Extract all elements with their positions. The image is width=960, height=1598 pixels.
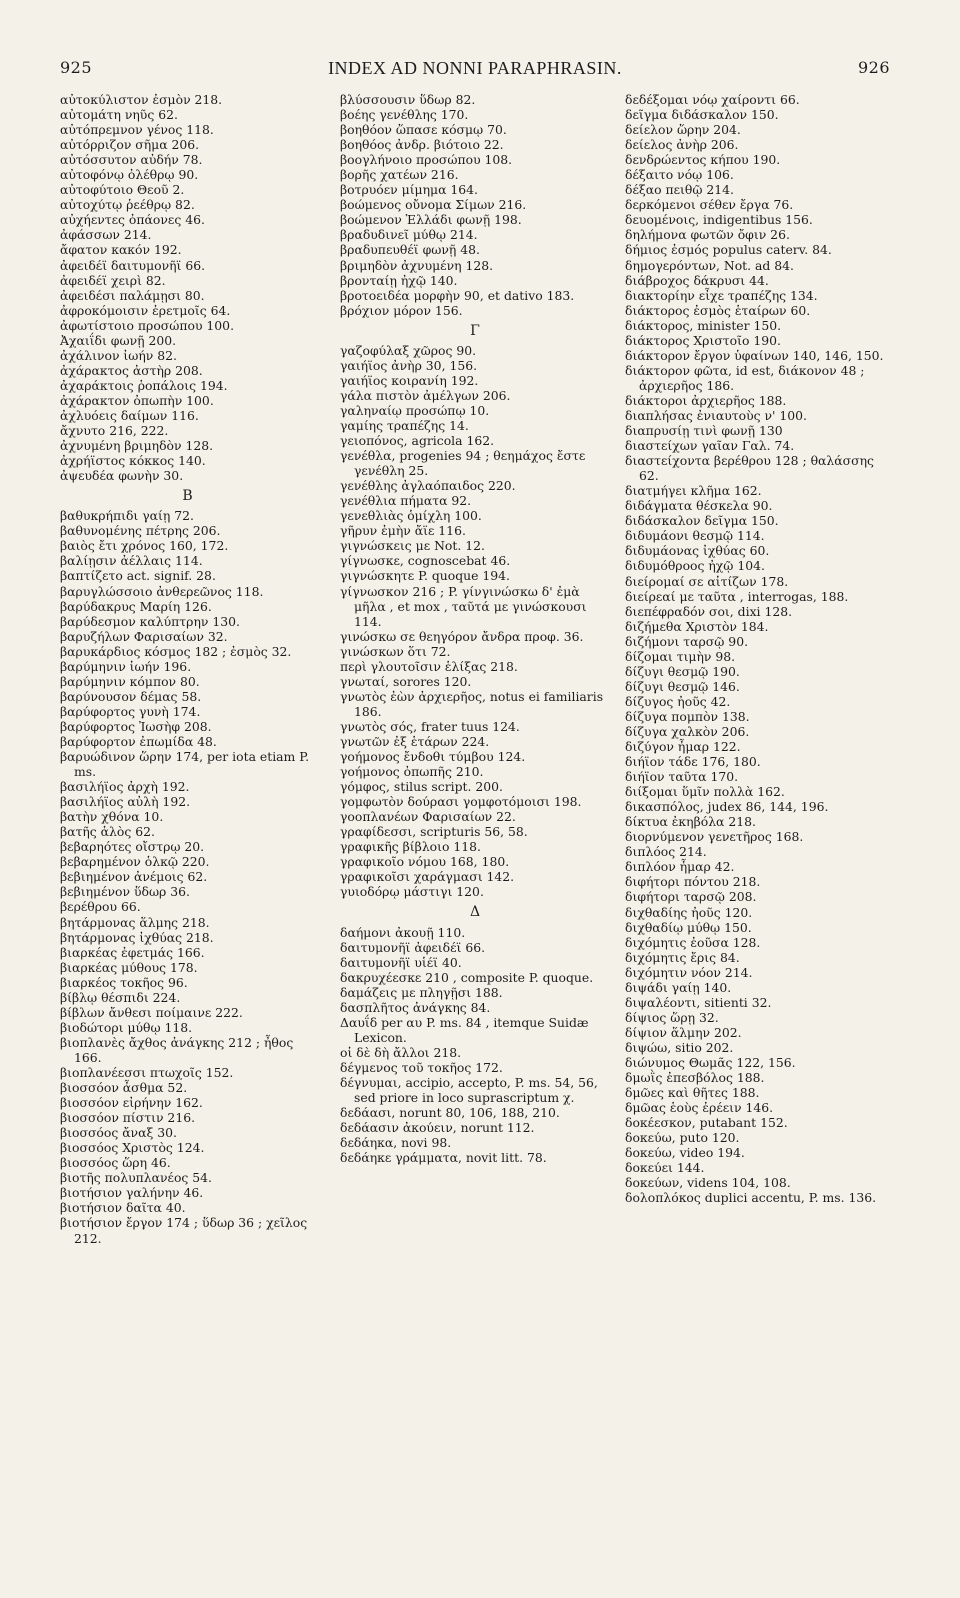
index-entry: βιοσσόος ὥρη 46.: [60, 1155, 171, 1171]
index-entry: βιοτήσιον γαλήνην 46.: [60, 1185, 204, 1201]
index-entry: βριμηδὸν ἀχνυμένη 128.: [340, 257, 494, 273]
index-entry: δμῶες καὶ θῆτες 188.: [625, 1085, 760, 1101]
index-entry: ἀφάσσων 214.: [60, 227, 152, 243]
index-entry: γνωτῶν ἐξ ἑτάρων 224.: [340, 733, 490, 749]
index-entry: βεβιημένον ὕδωρ 36.: [60, 884, 190, 900]
index-entry: δήμιος ἐσμός populus caterv. 84.: [625, 242, 832, 258]
index-entry: διείρομαί σε αἰτίζων 178.: [625, 573, 789, 589]
index-entry: διαστείχοντα βερέθρου 128 ; θαλάσσης 62.: [625, 453, 874, 484]
index-entry: γίγνωσκον 216 ; P. γίνγινώσκω δ' ἐμὰ μῆλα , et mox , ταῦτά με γινώσκουσι 114.: [340, 583, 587, 629]
index-entry: διαστείχων γαῖαν Γαλ. 74.: [625, 438, 795, 454]
index-entry: διδάσκαλον δεῖγμα 150.: [625, 513, 779, 529]
index-entry: διχόμητις ἔρις 84.: [625, 949, 740, 965]
index-entry: βραδυδινεῖ μύθῳ 214.: [340, 227, 478, 243]
index-entry: δεῖγμα διδάσκαλον 150.: [625, 107, 779, 123]
index-entry: βοώμενον Ἑλλάδι φωνῇ 198.: [340, 212, 522, 228]
index-entry: διδυμόθροος ἠχῷ 104.: [625, 558, 765, 574]
left-page-number: 925: [60, 58, 93, 77]
index-entry: γοήμονος ἔνδοθι τύμβου 124.: [340, 749, 526, 765]
index-entry: διχθαδίῳ μύθῳ 150.: [625, 919, 752, 935]
index-entry: δέγνυμαι, accipio, accepto, P. ms. 54, 56, sed priore in loco suprascriptum χ.: [340, 1075, 598, 1106]
index-entry: γάλα πιστὸν ἀμέλγων 206.: [340, 387, 511, 403]
index-entry: βαρυζήλων Φαρισαίων 32.: [60, 628, 228, 644]
index-entry: αὐτόσσυτον αὐδήν 78.: [60, 152, 203, 168]
index-entry: βιαρκέος τοκῆος 96.: [60, 974, 188, 990]
index-entry: βητάρμονας ἰχθύας 218.: [60, 929, 214, 945]
index-entry: δηλήμονα φωτῶν ὄφιν 26.: [625, 227, 790, 243]
index-entry: διάκτορον φῶτα, id est, διάκονον 48 ; ἀρχιερῆος 186.: [625, 362, 865, 393]
index-entry: βιοπλανέεσσι πτωχοῖς 152.: [60, 1065, 234, 1080]
right-page-number: 926: [857, 58, 890, 77]
index-entry: δίζυγα χαλκὸν 206.: [625, 723, 750, 739]
index-entry: δέξαιτο νόῳ 106.: [625, 167, 734, 183]
index-entry: αὐτομάτη νηῦς 62.: [60, 107, 178, 123]
index-entry: γνωτὸς ἐὼν ἀρχιερῆος, notus ei familiaris 186.: [340, 688, 604, 719]
index-entry: βατῆς ἁλὸς 62.: [60, 824, 155, 840]
index-entry: γαζοφύλαξ χῶρος 90.: [340, 342, 477, 358]
index-entry: γνωτὸς σός, frater tuus 124.: [340, 718, 520, 734]
index-entry: γινώσκω σε θεηγόρον ἄνδρα προφ. 36.: [340, 628, 584, 644]
index-entry: βιαρκέας ἐφετμάς 166.: [60, 944, 205, 960]
index-entry: βαλίῃσιν ἀέλλαις 114.: [60, 553, 203, 569]
index-entry: διατμήγει κλῆμα 162.: [625, 483, 762, 499]
index-entry: δασπλῆτος ἀνάγκης 84.: [340, 999, 491, 1015]
index-entry: δαμάζεις με πληγῇσι 188.: [340, 984, 503, 1000]
index-entry: βεβιημένον ἀνέμοις 62.: [60, 869, 208, 885]
running-title: INDEX AD NONNI PARAPHRASIN.: [328, 58, 622, 78]
index-entry: βίβλων ἄνθεσι ποίμαινε 222.: [60, 1004, 243, 1020]
index-entry: διπλόον ἦμαρ 42.: [625, 859, 735, 875]
index-entry: διχόμητιν νόον 214.: [625, 964, 753, 980]
index-entry: βαρύμηνιν κόμπον 80.: [60, 673, 200, 689]
index-entry: γνωταί, sorores 120.: [340, 673, 472, 689]
index-entry: αὐχήεντες ὀπάονες 46.: [60, 212, 205, 228]
index-entry: γραφικοῖσι χαράγμασι 142.: [340, 869, 515, 885]
index-entry: γίγνωσκε, cognoscebat 46.: [340, 553, 511, 569]
index-entry: βιοσσόον ἆσθμα 52.: [60, 1080, 188, 1096]
index-entry: ἀχλυόεις δαίμων 116.: [60, 407, 199, 423]
index-entry: δίζυγος ἠοῦς 42.: [625, 693, 731, 709]
index-entry: διώνυμος Θωμᾶς 122, 156.: [625, 1055, 796, 1070]
index-entry: δοκέεσκον, putabant 152.: [625, 1115, 788, 1131]
index-entry: διδυμάονας ἰχθύας 60.: [625, 543, 770, 559]
index-entry: δεδάηκα, novi 98.: [340, 1135, 452, 1151]
index-entry: διψώω, sitio 202.: [625, 1039, 734, 1055]
index-entry: αὐτοχύτῳ ῥεέθρῳ 82.: [60, 197, 195, 213]
index-entry: ἀχάρακτον ὀπωπὴν 100.: [60, 392, 214, 408]
index-entry: βαρύφορτος Ἰωσὴφ 208.: [60, 718, 212, 734]
index-entry: ἄχνυτο 216, 222.: [60, 423, 169, 439]
index-entry: διάκτορον ἔργον ὑφαίνων 140, 146, 150.: [625, 347, 884, 363]
index-entry: δικασπόλος, judex 86, 144, 196.: [625, 799, 829, 815]
index-entry: δίζυγι θεσμῷ 146.: [625, 678, 740, 694]
index-entry: διάκτοροι ἀρχιερῆος 188.: [625, 392, 787, 408]
index-entry: δεδάηκε γράμματα, novit litt. 78.: [340, 1150, 547, 1166]
index-entry: διαπρυσίῃ τινὶ φωνῇ 130: [625, 423, 783, 439]
index-entry: βοώμενος οὔνομα Σίμων 216.: [340, 197, 527, 213]
index-entry: γειοπόνος, agricola 162.: [340, 433, 495, 449]
index-entry: αὐτοφόνῳ ὀλέθρῳ 90.: [60, 167, 199, 183]
index-entry: ἀψευδέα φωνὴν 30.: [60, 468, 184, 484]
index-entry: βοογλήνοιο προσώπου 108.: [340, 152, 513, 168]
index-entry: γαμίης τραπέζης 14.: [340, 417, 469, 433]
index-entry: βαρύδακρυς Μαρίη 126.: [60, 598, 212, 614]
index-entry: βαθυκρήπιδι γαίῃ 72.: [60, 508, 194, 524]
section-letter: Γ: [470, 322, 480, 339]
index-entry: βασιλήϊος αὐλὴ 192.: [60, 794, 191, 810]
index-entry: γενεθλιὰς ὁμίχλη 100.: [340, 508, 482, 524]
page-header: [60, 58, 890, 82]
index-entry: βαρυώδινον ὥρην 174, per iota etiam P. ms.: [60, 749, 310, 780]
index-column-3: [625, 92, 895, 1205]
index-entry: διφήτορι ταρσῷ 208.: [625, 889, 757, 905]
index-entry: διίξομαι ὕμῖν πολλὰ 162.: [625, 784, 785, 800]
index-entry: ἀχάλινον ἰωήν 82.: [60, 347, 177, 363]
index-entry: αὐτόπρεμνον γένος 118.: [60, 122, 214, 138]
index-entry: γραφικοῖο νόμου 168, 180.: [340, 854, 510, 870]
index-entry: γιγνώσκεις με Not. 12.: [340, 538, 485, 554]
index-entry: γυιοδόρῳ μάστιγι 120.: [340, 884, 484, 900]
index-entry: διζήμεθα Χριστὸν 184.: [625, 618, 769, 634]
index-column-2: [340, 92, 610, 1165]
index-entry: δολοπλόκος duplici accentu, P. ms. 136.: [625, 1190, 877, 1206]
index-entry: διάκτορος, minister 150.: [625, 317, 782, 333]
index-entry: βοέης γενέθλης 170.: [340, 107, 469, 123]
index-entry: διψαλέοντι, sitienti 32.: [625, 994, 772, 1010]
index-entry: βροτοειδέα μορφὴν 90, et dativo 183.: [340, 287, 575, 303]
index-entry: βαρύφορτον ἐπωμίδα 48.: [60, 733, 217, 749]
index-entry: γραφικῆς βίβλοιο 118.: [340, 839, 481, 855]
index-entry: δοκεύω, video 194.: [625, 1145, 745, 1161]
index-entry: βερέθρου 66.: [60, 899, 141, 915]
index-entry: βαιὸς ἔτι χρόνος 160, 172.: [60, 538, 229, 554]
index-entry: βρόχιον μόρον 156.: [340, 302, 463, 318]
index-entry: Ἀχαιΐδι φωνῇ 200.: [60, 332, 177, 348]
index-entry: βοηθόος ἀνδρ. βιότοιο 22.: [340, 137, 504, 153]
index-entry: βίβλῳ θέσπιδι 224.: [60, 989, 181, 1005]
index-entry: διακτορίην εἶχε τραπέζης 134.: [625, 287, 818, 303]
index-entry: γαιήϊος ἀνὴρ 30, 156.: [340, 357, 478, 373]
index-entry: βραδυπευθέϊ φωνῇ 48.: [340, 242, 480, 258]
index-entry: δίκτυα ἐκηβόλα 218.: [625, 814, 756, 830]
index-entry: ἀχαράκτοις ῥοπάλοις 194.: [60, 377, 228, 393]
index-entry: δημογερόντων, Not. ad 84.: [625, 257, 794, 273]
index-entry: βοηθόον ὥπασε κόσμῳ 70.: [340, 122, 507, 138]
index-entry: βαρυκάρδιος κόσμος 182 ; ἐσμὸς 32.: [60, 643, 292, 659]
index-entry: βιαρκέας μύθους 178.: [60, 959, 198, 975]
index-entry: ἀφροκόμοισιν ἐρετμοῖς 64.: [60, 302, 231, 318]
index-entry: γενέθλα, progenies 94 ; θεημάχος ἔστε γενέθλη 25.: [340, 448, 586, 479]
index-entry: βιοσσόος ἄναξ 30.: [60, 1125, 177, 1141]
index-entry: δεδάασι, norunt 80, 106, 188, 210.: [340, 1105, 560, 1121]
index-entry: γενέθλια πήματα 92.: [340, 493, 472, 509]
index-entry: βιοτῆς πολυπλανέος 54.: [60, 1170, 212, 1186]
index-entry: δαήμονι ἀκουῇ 110.: [340, 924, 466, 940]
index-entry: διορνύμενον γενετῆρος 168.: [625, 829, 804, 845]
index-entry: δεδέξομαι νόῳ χαίροντι 66.: [625, 92, 800, 107]
index-entry: διφήτορι πόντου 218.: [625, 874, 761, 890]
index-entry: ἀφειδέϊ δαιτυμονῆϊ 66.: [60, 257, 206, 273]
index-entry: βιοσσόον εἰρήνην 162.: [60, 1095, 203, 1111]
section-letter: Δ: [469, 904, 481, 921]
index-entry: ἀχρήϊστος κόκκος 140.: [60, 453, 206, 469]
index-entry: βητάρμονας ἅλμης 218.: [60, 914, 210, 930]
index-entry: διείρεαί με ταῦτα , interrogas, 188.: [625, 588, 849, 604]
index-entry: ἀχάρακτος ἀστὴρ 208.: [60, 362, 203, 378]
index-entry: διάκτορος ἐσμὸς ἑταίρων 60.: [625, 302, 811, 318]
index-entry: διχθαδίης ἠοῦς 120.: [625, 904, 753, 920]
index-entry: γόμφος, stilus script. 200.: [340, 779, 503, 795]
index-entry: γῆρυν ἐμὴν ἄϊε 116.: [340, 523, 466, 539]
index-entry: βαπτίζετο act. signif. 28.: [60, 568, 216, 584]
index-entry: βρονταίῃ ἠχῷ 140.: [340, 272, 458, 288]
index-entry: δείελον ὥρην 204.: [625, 122, 741, 138]
index-entry: ἄφατον κακόν 192.: [60, 242, 182, 258]
index-entry: βατὴν χθόνα 10.: [60, 809, 164, 825]
index-entry: γινώσκων ὅτι 72.: [340, 643, 451, 659]
index-entry: βαρύμηνιν ἰωήν 196.: [60, 658, 192, 674]
index-entry: δαιτυμονῆϊ ἀφειδέϊ 66.: [340, 939, 486, 955]
index-entry: βιοσσόον πίστιν 216.: [60, 1110, 196, 1126]
index-entry: βαθυνομένης πέτρης 206.: [60, 523, 221, 539]
index-entry: βιοσσόος Χριστὸς 124.: [60, 1140, 205, 1156]
index-entry: ἀφωτίστοιο προσώπου 100.: [60, 317, 235, 333]
index-entry: βεβαρηότες οἴστρῳ 20.: [60, 839, 205, 855]
index-entry: βασιλήϊος ἀρχὴ 192.: [60, 779, 190, 795]
index-entry: διήϊον ταῦτα 170.: [625, 769, 739, 785]
index-entry: δαιτυμονῆϊ υἱέϊ 40.: [340, 954, 462, 970]
index-entry: βιοτήσιον ἔργον 174 ; ὕδωρ 36 ; χεῖλος 212.: [60, 1215, 308, 1246]
index-entry: διάκτορος Χριστοῖο 190.: [625, 332, 781, 348]
index-entry: δοκεύων, videns 104, 108.: [625, 1175, 791, 1191]
index-entry: δευομένοις, indigentibus 156.: [625, 212, 813, 228]
index-entry: αὐτόρριζον σῆμα 206.: [60, 137, 200, 153]
index-entry: βλύσσουσιν ὕδωρ 82.: [340, 92, 476, 107]
index-entry: ἀχνυμένη βριμηδὸν 128.: [60, 438, 214, 454]
section-letter: B: [182, 488, 193, 505]
index-entry: βορῆς χατέων 216.: [340, 167, 459, 183]
index-entry: Δαυΐδ per αυ P. ms. 84 , itemque Suidæ Lexicon.: [340, 1014, 589, 1045]
index-entry: δοκεύω, puto 120.: [625, 1130, 740, 1146]
index-entry: αὐτοκύλιστον ἐσμὸν 218.: [60, 92, 223, 107]
index-entry: διεπέφραδόν σοι, dixi 128.: [625, 603, 793, 619]
index-entry: διήϊον τάδε 176, 180.: [625, 754, 761, 770]
index-entry: γομφωτὸν δούρασι γομφοτόμοισι 198.: [340, 794, 582, 810]
index-entry: βαρύνουσον δέμας 58.: [60, 688, 202, 704]
index-entry: δείελος ἀνὴρ 206.: [625, 137, 739, 153]
index-entry: διχόμητις ἐοῦσα 128.: [625, 934, 761, 950]
index-entry: δίψιον ἅλμην 202.: [625, 1024, 742, 1040]
index-entry: βαρυγλώσσοιο ἀνθερεῶνος 118.: [60, 583, 264, 599]
index-entry: δίζομαι τιμὴν 98.: [625, 648, 736, 664]
index-entry: βιοτήσιον δαῖτα 40.: [60, 1200, 186, 1216]
index-entry: βαρύφορτος γυνὴ 174.: [60, 703, 201, 719]
index-entry: γενέθλης ἀγλαόπαιδος 220.: [340, 478, 516, 494]
index-entry: γαιήϊος κοιρανίη 192.: [340, 372, 479, 388]
index-entry: δερκόμενοι σέθεν ἔργα 76.: [625, 197, 794, 213]
index-entry: δεδάασιν ἀκούειν, norunt 112.: [340, 1120, 535, 1136]
index-entry: δίψιος ὥρῃ 32.: [625, 1009, 719, 1025]
index-entry: βαρύδεσμον καλύπτρην 130.: [60, 613, 240, 629]
index-entry: διάβροχος δάκρυσι 44.: [625, 272, 769, 288]
index-entry: γραφίδεσσι, scripturis 56, 58.: [340, 824, 528, 840]
index-entry: αὐτοφύτοιο Θεοῦ 2.: [60, 182, 185, 198]
index-entry: διαπλήσας ἐνιαυτοὺς ν' 100.: [625, 407, 807, 423]
index-entry: διζήμονι ταρσῷ 90.: [625, 633, 749, 649]
index-entry: περὶ γλουτοῖσιν ἑλίξας 218.: [340, 658, 518, 674]
index-entry: διδάγματα θέσκελα 90.: [625, 498, 773, 514]
index-entry: διψάδι γαίῃ 140.: [625, 979, 732, 995]
index-entry: δίζυγα πομπὸν 138.: [625, 708, 750, 724]
index-entry: διπλόος 214.: [625, 844, 707, 860]
index-entry: βιοπλανὲς ἄχθος ἀνάγκης 212 ; ἦθος 166.: [60, 1034, 294, 1065]
index-entry: δίζυγι θεσμῷ 190.: [625, 663, 740, 679]
index-entry: δμωῒς ἐπεσβόλος 188.: [625, 1070, 765, 1086]
index-entry: δμῶας ἑοὺς ἐρέειν 146.: [625, 1100, 774, 1116]
index-entry: δακρυχέεσκε 210 , composite P. quoque.: [340, 969, 594, 985]
index-entry: δενδρώεντος κήπου 190.: [625, 152, 781, 168]
index-entry: οἱ δὲ δὴ ἄλλοι 218.: [340, 1044, 462, 1060]
index-entry: διδυμάονι θεσμῷ 114.: [625, 528, 765, 544]
index-entry: γοήμονος ὀπωπῆς 210.: [340, 764, 484, 780]
index-entry: γοοπλανέων Φαρισαίων 22.: [340, 809, 516, 825]
index-entry: δοκεύει 144.: [625, 1160, 705, 1176]
index-entry: βοτρυόεν μίμημα 164.: [340, 182, 478, 198]
index-entry: ἀφειδέϊ χειρὶ 82.: [60, 272, 166, 288]
index-entry: βιοδώτορι μύθῳ 118.: [60, 1019, 193, 1035]
index-entry: βεβαρημένον ὁλκῷ 220.: [60, 854, 210, 870]
index-entry: δέγμενος τοῦ τοκῆος 172.: [340, 1059, 503, 1075]
index-entry: γιγνώσκητε P. quoque 194.: [340, 568, 510, 584]
index-entry: γαληναίῳ προσώπῳ 10.: [340, 402, 490, 418]
index-entry: δέξαο πειθῷ 214.: [625, 182, 734, 198]
index-entry: διζύγον ἦμαρ 122.: [625, 739, 741, 755]
index-entry: ἀφειδέσι παλάμῃσι 80.: [60, 287, 205, 303]
index-column-1: [60, 92, 315, 1246]
